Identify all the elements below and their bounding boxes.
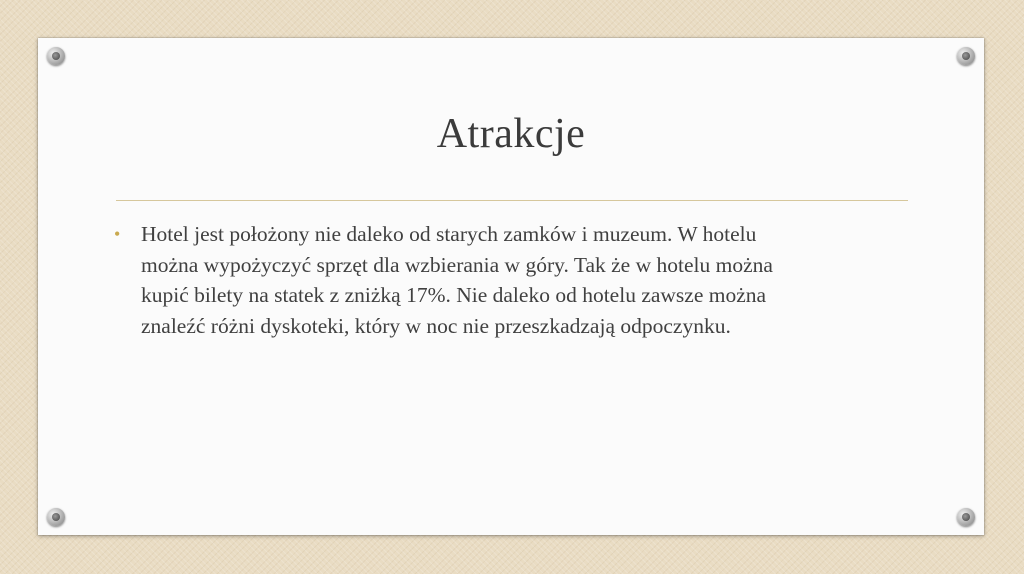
bullet-item — [114, 219, 894, 341]
bullet-line: kupić bilety na statek z zniżką 17%. Nie daleko od hotelu zawsze można — [141, 283, 767, 307]
pushpin-icon — [957, 47, 975, 65]
bullet-line: znaleźć różni dyskoteki, który w noc nie przeszkadzają odpoczynku. — [141, 313, 731, 338]
pushpin-icon — [957, 508, 975, 526]
bullet-list — [114, 219, 894, 341]
title-divider — [116, 200, 908, 201]
bullet-line: można wypożyczyć sprzęt dla wzbierania w góry. Tak że w hotelu można — [141, 252, 773, 277]
bullet-marker: • — [114, 224, 121, 244]
slide-title: Atrakcje — [436, 111, 586, 157]
bullet-line: Hotel jest położony nie daleko od starych zamków i muzeum. W hotelu — [141, 222, 757, 246]
pushpin-icon — [47, 47, 65, 65]
slide-card — [38, 38, 984, 535]
pushpin-icon — [47, 508, 65, 526]
